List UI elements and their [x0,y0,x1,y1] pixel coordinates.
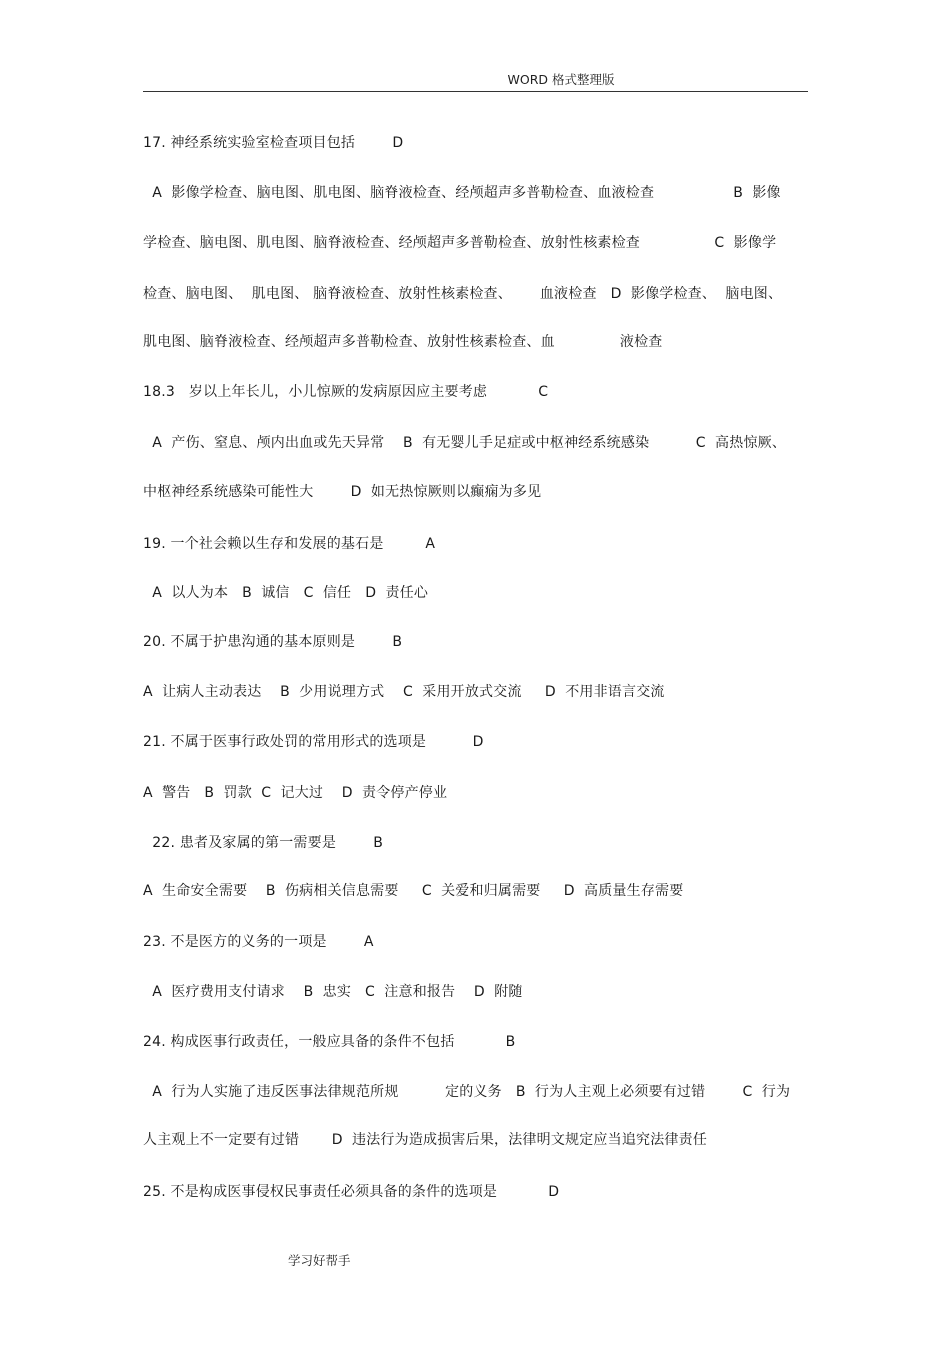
question-25: 25. 不是构成医事侵权民事责任必须具备的条件的选项是 D [143,1184,560,1200]
question-19-options: A 以人为本 B 诚信 C 信任 D 责任心 [143,585,429,601]
question-24-options-line-2: 人主观上不一定要有过错 D 违法行为造成损害后果，法律明文规定应当追究法律责任 [143,1132,708,1148]
question-18-options-line-1: A 产伤、窒息、颅内出血或先天异常 B 有无婴儿手足症或中枢神经系统感染 C 高热惊厥、 [143,435,787,451]
page-header [0,70,950,88]
question-18: 18.3 岁以上年长儿，小儿惊厥的发病原因应主要考虑 C [143,384,549,400]
header-rule [143,91,808,92]
question-20-options: A 让病人主动表达 B 少用说理方式 C 采用开放式交流 D 不用非语言交流 [143,684,665,700]
question-23-options: A 医疗费用支付请求 B 忠实 C 注意和报告 D 附随 [143,984,523,1000]
page-footer: 学习好帮手 [288,1253,351,1268]
question-22-options: A 生命安全需要 B 伤病相关信息需要 C 关爱和归属需要 D 高质量生存需要 [143,883,684,899]
question-17-options-line-3: 检查、脑电图、 肌电图、 脑脊液检查、放射性核素检查、 血液检查 D 影像学检查、 脑电图、 [143,286,783,302]
question-23: 23. 不是医方的义务的一项是 A [143,934,374,950]
question-19: 19. 一个社会赖以生存和发展的基石是 A [143,536,436,552]
question-24-options-line-1: A 行为人实施了违反医事法律规范所规 定的义务 B 行为人主观上必须要有过错 C 行为 [143,1084,791,1100]
question-17: 17. 神经系统实验室检查项目包括 D [143,135,404,151]
question-17-options-line-4: 肌电图、脑脊液检查、经颅超声多普勒检查、放射性核素检查、血 液检查 [143,334,663,350]
question-18-options-line-2: 中枢神经系统感染可能性大 D 如无热惊厥则以癫痫为多见 [143,484,542,500]
question-24: 24. 构成医事行政责任，一般应具备的条件不包括 B [143,1034,516,1050]
question-22: 22. 患者及家属的第一需要是 B [143,835,384,851]
question-17-options-line-1: A 影像学检查、脑电图、肌电图、脑脊液检查、经颅超声多普勒检查、血液检查 B 影像 [143,185,781,201]
header-title: WORD 格式整理版 [507,72,615,87]
question-21: 21. 不属于医事行政处罚的常用形式的选项是 D [143,734,484,750]
question-17-options-line-2: 学检查、脑电图、肌电图、脑脊液检查、经颅超声多普勒检查、放射性核素检查 C 影像学 [143,235,777,251]
question-21-options: A 警告 B 罚款 C 记大过 D 责令停产停业 [143,785,448,801]
question-20: 20. 不属于护患沟通的基本原则是 B [143,634,403,650]
